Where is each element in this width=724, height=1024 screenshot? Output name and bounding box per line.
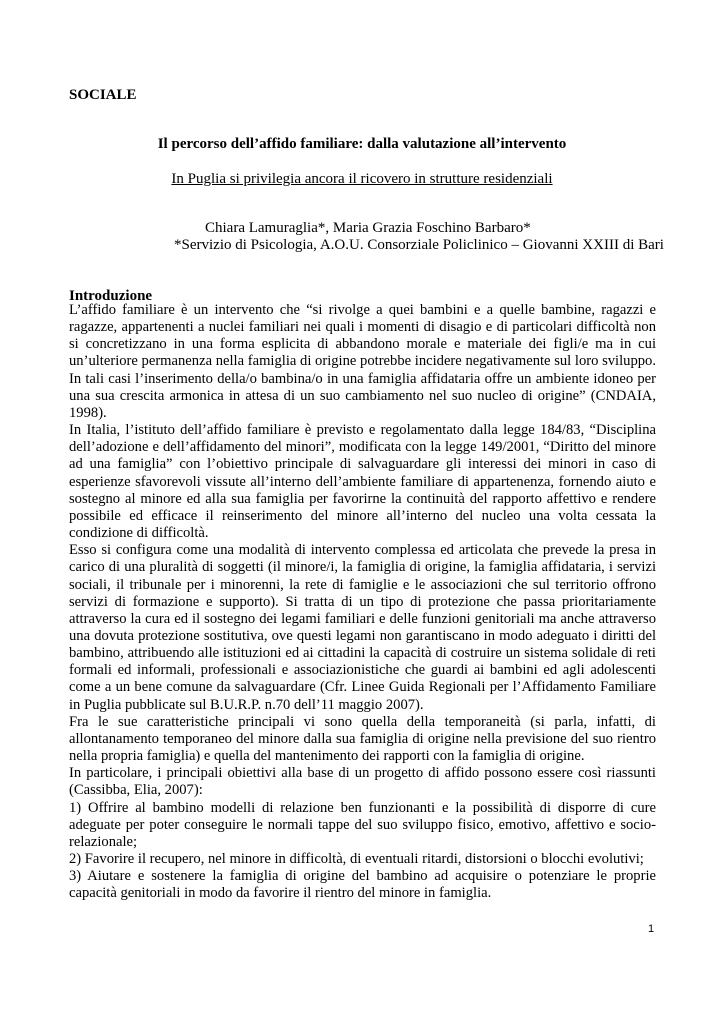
paragraph: Esso si configura come una modalità di intervento complessa ed articolata che prevede la presa in carico di una pluralità di soggetti (il minore/i, la famiglia di origine, la famiglia affidataria, i servizi sociali, il tribunale per i minorenni, la rete di famiglie e le associazioni che sul territorio offrono servizi di formazione e supporto). Si tratta di un tipo di protezione che passa prioritariamente attraverso la cura ed il sostegno dei legami familiari e delle funzioni genitoriali ma anche attraverso una dovuta protezione sostitutiva, ove questi legami non garantiscano in modo adeguato i diritti del bambino, attribuendo alle istituzioni ed ai cittadini la capacità di costruire un sistema solidale di reti formali ed informali, professionali e associazionistiche che guardi ai bambini ed agli adolescenti come a un bene comune da salvaguardare (Cfr. Linee Guida Regionali per l’Affidamento Familiare in Puglia pubblicate sul B.U.R.P. n.70 dell’11 maggio 2007). xyxy=(69,542,656,713)
list-item: 3) Aiutare e sostenere la famiglia di origine del bambino ad acquisire o potenziare le proprie capacità genitoriali in modo da favorire il rientro del minore in famiglia. xyxy=(69,868,656,902)
paragraph: L’affido familiare è un intervento che “si rivolge a quei bambini e a quelle bambine, ragazzi e ragazze, appartenenti a nuclei familiari nei quali i momenti di disagio e di particolari difficoltà non si concretizzano in una forma esplicita di abbandono morale e materiale dei figli/e ma in cui un’ulteriore permanenza nella famiglia di origine potrebbe incidere negativamente sul loro sviluppo. In tali casi l’inserimento della/o bambina/o in una famiglia affidataria offre un ambiente idoneo per una sua crescita armonica in attesa di un suo cambiamento nel suo nucleo di origine” (CNDAIA, 1998). xyxy=(69,302,656,421)
paragraph: Fra le sue caratteristiche principali vi sono quella della temporaneità (si parla, infatti, di allontanamento temporaneo del minore dalla sua famiglia di origine nella previsione del suo rientro nella propria famiglia) e quella del mantenimento dei rapporti con la famiglia di origine. xyxy=(69,713,656,765)
list-item: 2) Favorire il recupero, nel minore in difficoltà, di eventuali ritardi, distorsioni o blocchi evolutivi; xyxy=(69,851,644,867)
article-title: Il percorso dell’affido familiare: dalla valutazione all’intervento xyxy=(157,136,567,152)
affiliation: *Servizio di Psicologia, A.O.U. Consorziale Policlinico – Giovanni XXIII di Bari xyxy=(174,237,664,253)
body-text xyxy=(69,302,656,902)
section-heading-introduzione: Introduzione xyxy=(69,288,153,304)
paragraph: In Italia, l’istituto dell’affido familiare è previsto e regolamentato dalla legge 184/83, “Disciplina dell’adozione e dell’affidamento del minori”, modificata con la legge 149/2001, “Diritto del minore ad una famiglia” con l’obiettivo principale di salvaguardare gli interessi dei minori in caso di esperienze sfavorevoli vissute all’interno dell’ambiente familiare di appartenenza, fornendo aiuto e sostegno al minore ed alla sua famiglia per favorirne la continuità del rapporto affettivo e rendere possibile ed efficace il reinserimento del minore all’interno del nucleo una volta cessata la condizione di difficoltà. xyxy=(69,422,656,542)
article-subtitle: In Puglia si privilegia ancora il ricovero in strutture residenziali xyxy=(171,171,553,187)
section-label: SOCIALE xyxy=(69,87,137,103)
paragraph: In particolare, i principali obiettivi alla base di un progetto di affido possono essere così riassunti (Cassibba, Elia, 2007): xyxy=(69,765,656,799)
page-number: 1 xyxy=(648,923,655,935)
authors: Chiara Lamuraglia*, Maria Grazia Foschino Barbaro* xyxy=(205,220,531,236)
list-item: 1) Offrire al bambino modelli di relazione ben funzionanti e la possibilità di disporre di cure adeguate per poter conseguire le normali tappe del suo sviluppo fisico, emotivo, affettivo e socio-relazionale; xyxy=(69,799,656,850)
